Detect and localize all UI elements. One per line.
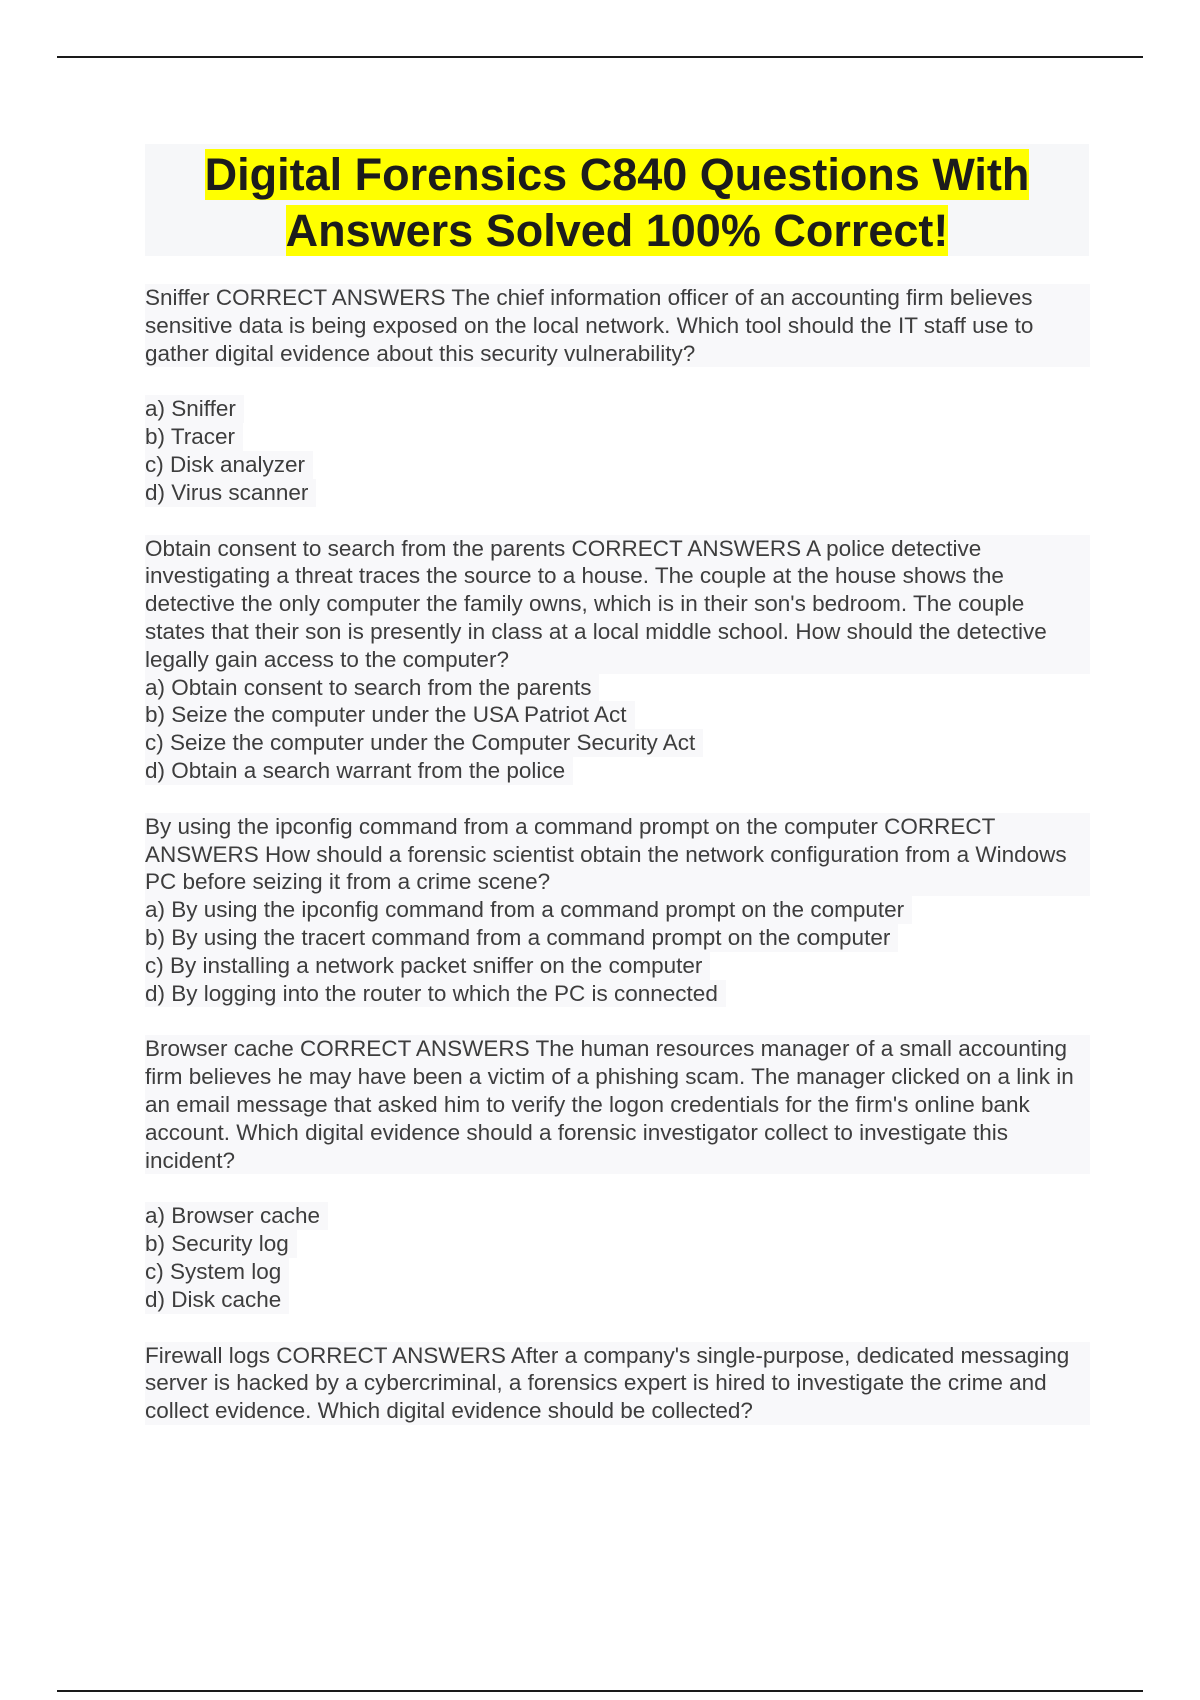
answer-option: a) Sniffer xyxy=(145,395,244,423)
answer-option: c) System log xyxy=(145,1258,289,1286)
question-text: Browser cache CORRECT ANSWERS The human resources manager of a small accounting firm believes he may have been a victim of a phishing scam. The manager clicked on a link in an email message that asked him to verify the logon credentials for the firm's online bank account. Which digital evidence should a forensic investigator collect to investigate this incident? xyxy=(145,1035,1090,1174)
answer-option: d) Disk cache xyxy=(145,1286,289,1314)
answer-option: c) By installing a network packet sniffer on the computer xyxy=(145,952,710,980)
bottom-rule xyxy=(57,1690,1143,1692)
question-list xyxy=(145,284,1090,1453)
answer-option: d) Virus scanner xyxy=(145,479,316,507)
answer-option: a) Obtain consent to search from the parents xyxy=(145,674,599,702)
answer-option: d) By logging into the router to which the PC is connected xyxy=(145,980,726,1008)
title-line-2: Answers Solved 100% Correct! xyxy=(285,205,949,256)
answer-option: d) Obtain a search warrant from the police xyxy=(145,757,573,785)
question-block-3 xyxy=(145,813,1090,1008)
question-text: Sniffer CORRECT ANSWERS The chief information officer of an accounting firm believes sensitive data is being exposed on the local network. Which tool should the IT staff use to gather digital evidence about this security vulnerability? xyxy=(145,284,1090,367)
document-title xyxy=(145,144,1089,256)
answer-option: a) By using the ipconfig command from a command prompt on the computer xyxy=(145,896,912,924)
question-text: Obtain consent to search from the parents CORRECT ANSWERS A police detective investigating a threat traces the source to a house. The couple at the house shows the detective the only computer the family owns, which is in their son's bedroom. The couple states that their son is presently in class at a local middle school. How should the detective legally gain access to the computer? xyxy=(145,535,1090,674)
question-block-1 xyxy=(145,284,1090,507)
answer-options xyxy=(145,674,1090,785)
question-text: By using the ipconfig command from a command prompt on the computer CORRECT ANSWERS How should a forensic scientist obtain the network configuration from a Windows PC before seizing it from a crime scene? xyxy=(145,813,1090,896)
answer-option: b) Security log xyxy=(145,1230,297,1258)
question-block-2 xyxy=(145,535,1090,785)
answer-option: c) Seize the computer under the Computer Security Act xyxy=(145,729,703,757)
answer-option: c) Disk analyzer xyxy=(145,451,313,479)
answer-options xyxy=(145,1202,1090,1313)
answer-option: b) By using the tracert command from a command prompt on the computer xyxy=(145,924,898,952)
title-heading xyxy=(145,144,1089,259)
question-text: Firewall logs CORRECT ANSWERS After a company's single-purpose, dedicated messaging server is hacked by a cybercriminal, a forensics expert is hired to investigate the crime and collect evidence. Which digital evidence should be collected? xyxy=(145,1342,1090,1425)
top-rule xyxy=(57,56,1143,58)
question-block-4 xyxy=(145,1035,1090,1313)
title-line-1: Digital Forensics C840 Questions With xyxy=(204,149,1030,200)
answer-options xyxy=(145,896,1090,1007)
answer-option: b) Tracer xyxy=(145,423,243,451)
answer-option: a) Browser cache xyxy=(145,1202,328,1230)
answer-option: b) Seize the computer under the USA Patriot Act xyxy=(145,701,635,729)
question-block-5 xyxy=(145,1342,1090,1425)
answer-options xyxy=(145,395,1090,506)
